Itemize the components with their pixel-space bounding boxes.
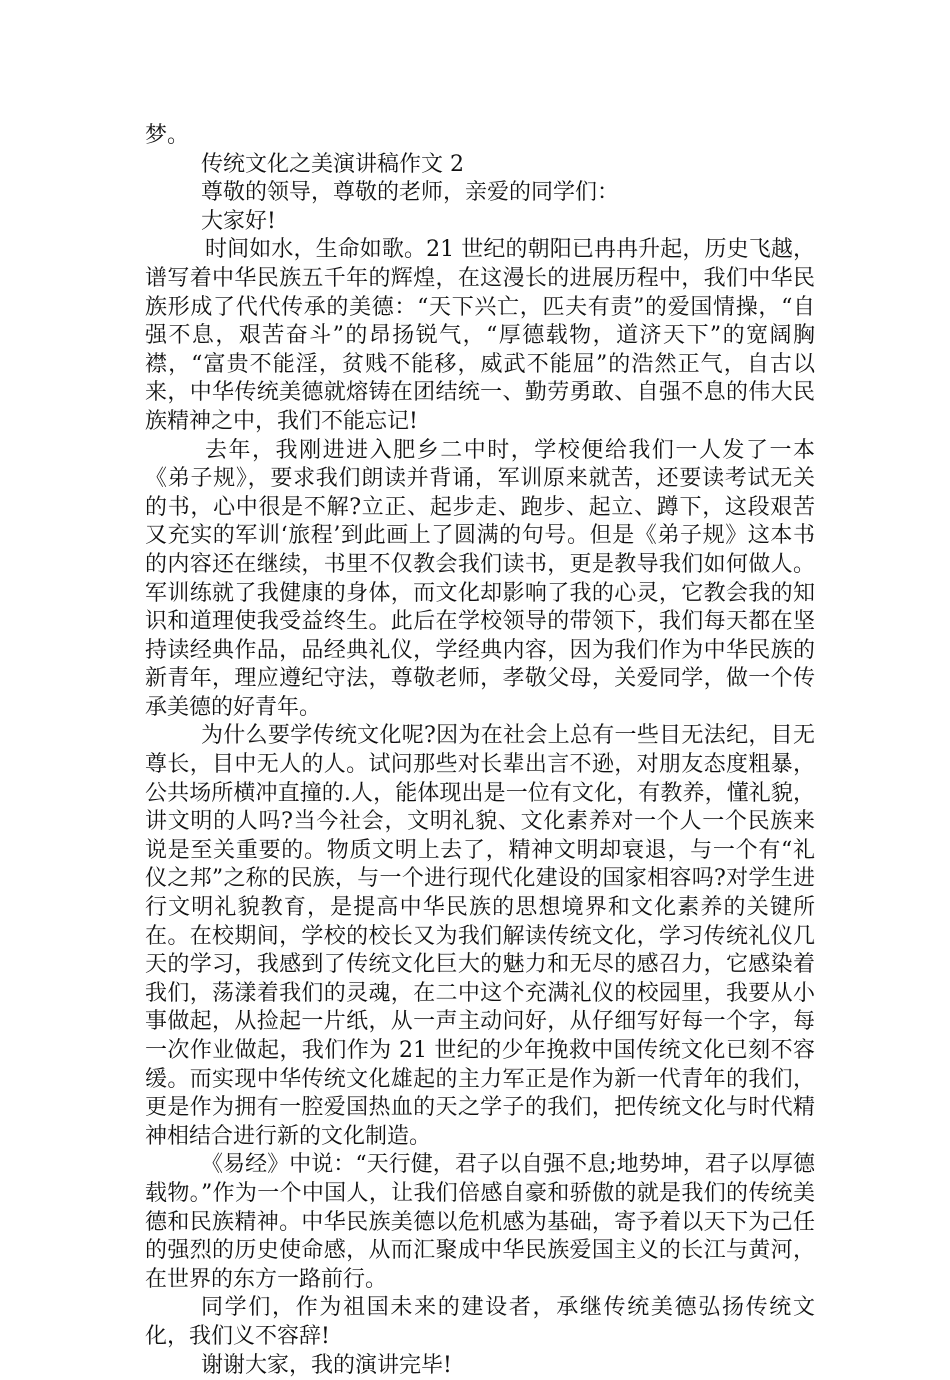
paragraph: 同学们，作为祖国未来的建设者，承继传统美德弘扬传统文化，我们义不容辞! xyxy=(145,1295,815,1349)
paragraph: 为什么要学传统文化呢?因为在社会上总有一些目无法纪，目无尊长，目中无人的人。试问那些对长辈出言不逊，对朋友态度粗暴，公共场所横冲直撞的.人，能体现出是一位有文化，有教养，懂礼貌，讲文明的人吗?当今社会，文明礼貌、文化素养对一个人一个民族来说是至关重要的。物质文明上去了，精神文明却衰退，与一个有“礼仪之邦”之称的民族，与一个进行现代化建设的国家相容吗?对学生进行文明礼貌教育，是提高中华民族的思想境界和文化素养的关键所在。在校期间，学校的校长又为我们解读传统文化，学习传统礼仪几天的学习，我感到了传统文化巨大的魅力和无尽的感召力，它感染着我们，荡漾着我们的灵魂，在二中这个充满礼仪的校园里，我要从小事做起，从捡起一片纸，从一声主动问好，从仔细写好每一个字，每一次作业做起，我们作为 21 世纪的少年挽救中国传统文化已刻不容缓。而实现中华传统文化雄起的主力军正是作为新一代青年的我们，更是作为拥有一腔爱国热血的天之学子的我们，把传统文化与时代精神相结合进行新的文化制造。 xyxy=(145,723,815,1149)
greeting: 大家好! xyxy=(201,208,276,234)
salutation: 尊敬的领导，尊敬的老师，亲爱的同学们： xyxy=(201,180,620,206)
essay-title: 传统文化之美演讲稿作文 2 xyxy=(201,151,464,177)
document-body xyxy=(145,122,815,1380)
paragraph: 《易经》中说：“天行健，君子以自强不息;地势坤，君子以厚德载物。”作为一个中国人，让我们倍感自豪和骄傲的就是我们的传统美德和民族精神。中华民族美德以危机感为基础，寄予着以天下为己任的强烈的历史使命感，从而汇聚成中华民族爱国主义的长江与黄河，在世界的东方一路前行。 xyxy=(145,1152,815,1292)
closing-line: 谢谢大家，我的演讲完毕! xyxy=(201,1352,452,1378)
continuation-text: 梦。 xyxy=(145,123,190,148)
paragraph: 时间如水，生命如歌。21 世纪的朝阳已冉冉升起，历史飞越，谱写着中华民族五千年的辉煌，在这漫长的进展历程中，我们中华民族形成了代代传承的美德：“天下兴亡，匹夫有责”的爱国情操，“自强不息，艰苦奋斗”的昂扬锐气，“厚德载物，道济天下”的宽阔胸襟，“富贵不能淫，贫贱不能移，威武不能屈”的浩然正气，自古以来，中华传统美德就熔铸在团结统一、勤劳勇敢、自强不息的伟大民族精神之中，我们不能忘记! xyxy=(145,237,815,434)
paragraph: 去年，我刚进进入肥乡二中时，学校便给我们一人发了一本《弟子规》，要求我们朗读并背诵，军训原来就苦，还要读考试无关的书，心中很是不解?立正、起步走、跑步、起立、蹲下，这段艰苦又充实的军训‘旅程’到此画上了圆满的句号。但是《弟子规》这本书的内容还在继续，书里不仅教会我们读书，更是教导我们如何做人。军训练就了我健康的身体，而文化却影响了我的心灵，它教会我的知识和道理使我受益终生。此后在学校领导的带领下，我们每天都在坚持读经典作品，品经典礼仪，学经典内容，因为我们作为中华民族的新青年，理应遵纪守法，尊敬老师，孝敬父母，关爱同学，做一个传承美德的好青年。 xyxy=(145,437,815,720)
